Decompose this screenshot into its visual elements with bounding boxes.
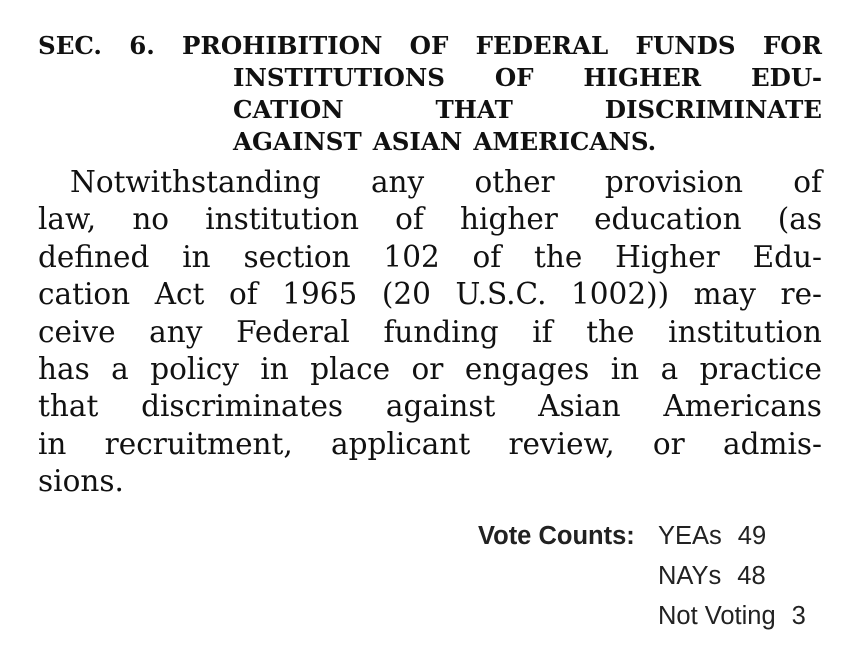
body-word: the xyxy=(534,239,583,274)
heading-word: AGAINST xyxy=(233,127,362,156)
body-word: section xyxy=(243,239,351,274)
body-line xyxy=(38,388,822,425)
heading-word: EDU- xyxy=(750,63,822,92)
bill-section xyxy=(38,30,822,501)
body-word: provision xyxy=(604,165,744,199)
body-line xyxy=(38,201,822,238)
body-word: re- xyxy=(780,277,822,312)
heading-line xyxy=(233,62,822,94)
body-word: a xyxy=(660,352,679,387)
vote-name-yeas: YEAs xyxy=(658,522,722,550)
body-word: recruitment, xyxy=(104,426,293,461)
body-word: (20 xyxy=(381,277,431,312)
body-word: 1965 xyxy=(282,277,358,312)
heading-word: INSTITUTIONS xyxy=(233,63,445,92)
body-word: a xyxy=(111,352,129,387)
body-line xyxy=(38,314,822,351)
body-line xyxy=(38,276,822,313)
body-word: any xyxy=(370,165,425,199)
body-word: institution xyxy=(205,202,360,237)
heading-word: AMERICANS. xyxy=(473,127,657,156)
body-word: in xyxy=(610,352,640,387)
heading-word: 6. xyxy=(129,31,155,60)
heading-line xyxy=(233,94,822,126)
body-word: no xyxy=(132,202,170,237)
body-word: 1002)) xyxy=(571,277,670,312)
body-word: sions. xyxy=(38,464,124,499)
body-word: or xyxy=(652,426,685,461)
vote-row-nays xyxy=(478,556,806,596)
vote-count-not-voting: 3 xyxy=(791,602,806,630)
vote-name-not-voting: Not Voting xyxy=(658,602,776,630)
body-word: admis- xyxy=(723,426,822,461)
body-word: (as xyxy=(777,202,822,237)
body-word: in xyxy=(182,239,211,274)
heading-word: PROHIBITION xyxy=(182,31,383,60)
body-word: in xyxy=(38,426,67,461)
body-word: may xyxy=(693,277,756,312)
vote-counts xyxy=(478,516,806,636)
body-word: U.S.C. xyxy=(455,277,547,312)
body-word: discriminates xyxy=(141,389,344,424)
section-heading xyxy=(38,30,822,158)
body-word: education xyxy=(594,202,742,237)
body-word: ceive xyxy=(38,314,116,349)
body-word: engages xyxy=(464,352,590,387)
body-word: applicant xyxy=(331,426,471,461)
body-word: higher xyxy=(460,202,558,237)
body-word: Edu- xyxy=(752,239,822,274)
body-line xyxy=(38,351,822,388)
heading-word: OF xyxy=(409,31,449,60)
body-word: the xyxy=(586,314,635,349)
heading-word: HIGHER xyxy=(583,63,702,92)
body-word: against xyxy=(385,389,496,424)
heading-word: FEDERAL xyxy=(475,31,609,60)
body-word: Act xyxy=(154,277,205,312)
body-word: funding xyxy=(383,314,499,349)
body-word: place xyxy=(310,352,391,387)
body-word: law, xyxy=(38,202,97,237)
body-word: of xyxy=(793,165,822,199)
body-word: cation xyxy=(38,277,131,312)
body-word: has xyxy=(38,352,90,387)
heading-word: FOR xyxy=(762,31,822,60)
body-line xyxy=(70,164,822,201)
vote-row-yeas xyxy=(478,516,806,556)
body-word: Federal xyxy=(236,314,350,349)
heading-word: ASIAN xyxy=(372,127,463,156)
body-line xyxy=(38,463,822,500)
body-line xyxy=(38,239,822,276)
body-word: of xyxy=(228,277,258,312)
body-word: other xyxy=(474,165,555,199)
body-word: review, xyxy=(508,426,615,461)
heading-word: THAT xyxy=(435,95,513,124)
body-word: institution xyxy=(668,314,822,349)
heading-line xyxy=(38,30,822,62)
body-line xyxy=(38,426,822,463)
body-word: of xyxy=(395,202,424,237)
body-word: Higher xyxy=(615,239,720,274)
heading-word: CATION xyxy=(233,95,344,124)
body-word: of xyxy=(472,239,502,274)
vote-count-yeas: 49 xyxy=(737,522,767,550)
body-word: Asian xyxy=(538,389,621,424)
body-word: Americans xyxy=(663,389,822,424)
body-word: Notwithstanding xyxy=(70,165,321,199)
heading-word: DISCRIMINATE xyxy=(604,95,822,124)
heading-word: FUNDS xyxy=(635,31,736,60)
body-word: 102 xyxy=(383,239,440,274)
body-word: defined xyxy=(38,239,150,274)
body-word: any xyxy=(149,314,203,349)
body-word: if xyxy=(532,314,553,349)
heading-line xyxy=(233,126,822,158)
vote-counts-label: Vote Counts: xyxy=(478,522,635,550)
heading-word: OF xyxy=(494,63,534,92)
section-body xyxy=(38,164,822,501)
vote-count-nays: 48 xyxy=(737,562,766,590)
vote-name-nays: NAYs xyxy=(658,562,722,590)
heading-word: SEC. xyxy=(38,31,102,60)
vote-row-not-voting xyxy=(478,596,806,636)
body-word: practice xyxy=(699,352,822,387)
body-word: in xyxy=(260,352,289,387)
body-word: policy xyxy=(150,352,239,387)
body-word: that xyxy=(38,389,99,424)
body-word: or xyxy=(411,352,444,387)
